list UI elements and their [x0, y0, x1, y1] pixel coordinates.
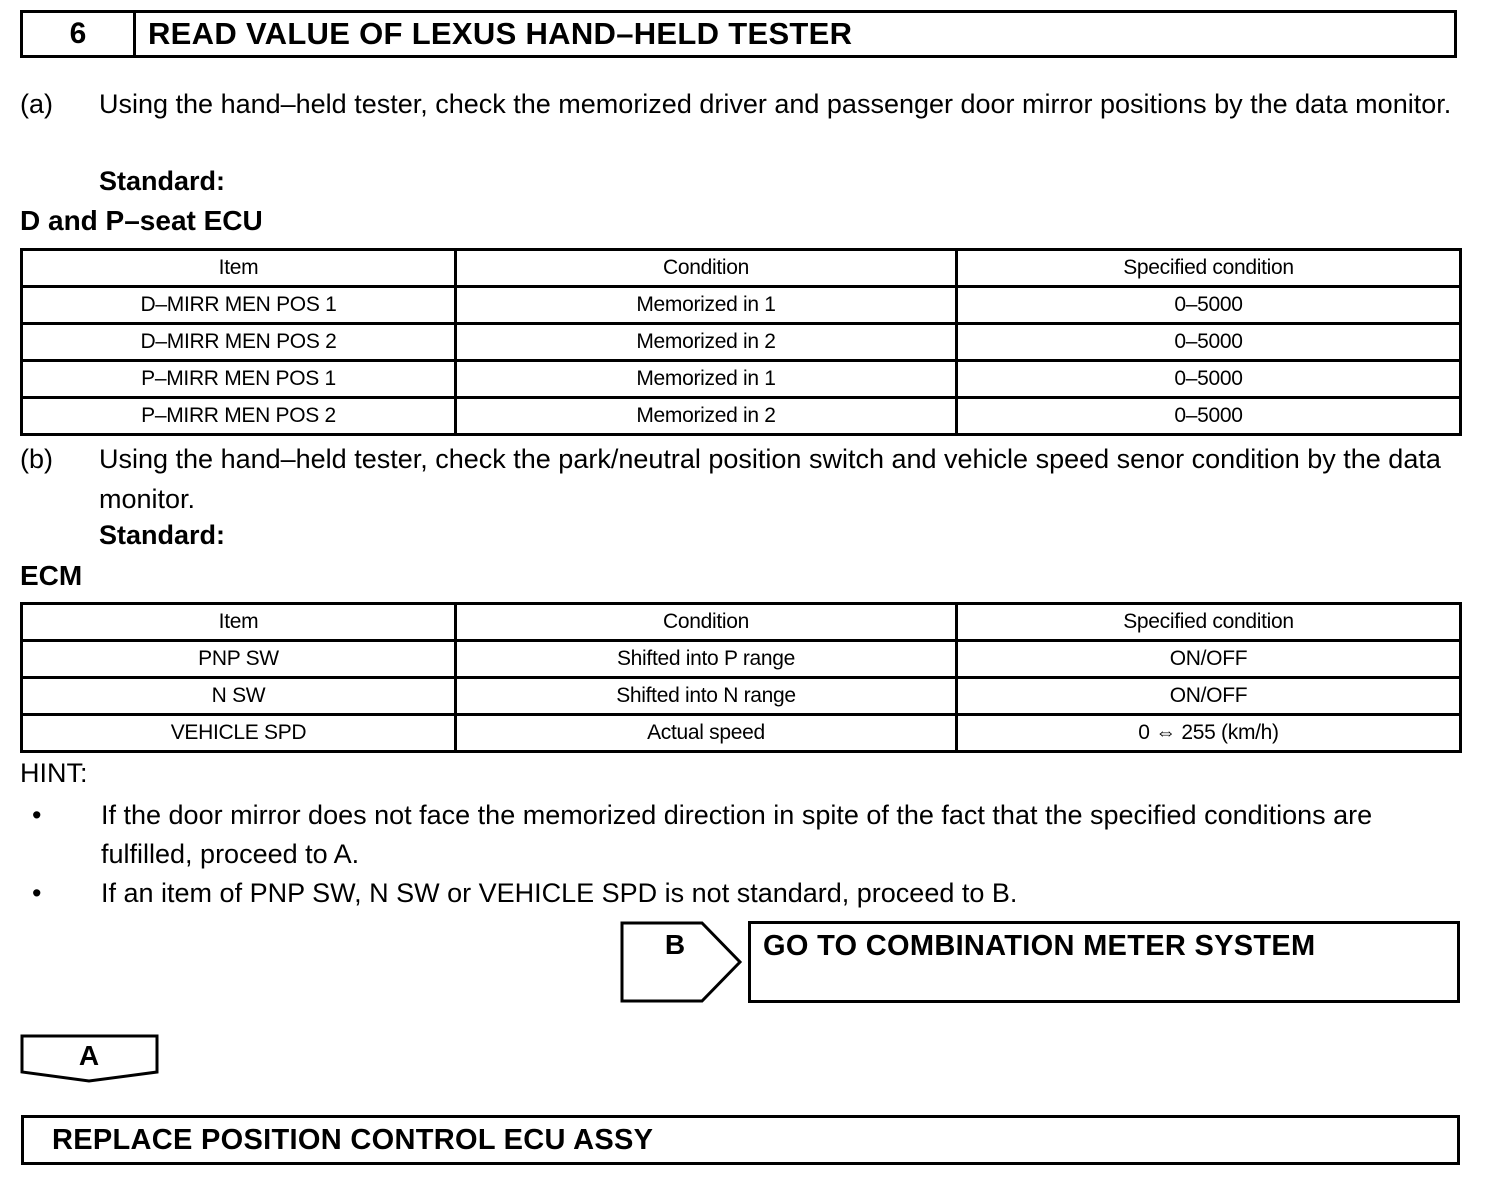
table-cell: P–MIRR MEN POS 2 — [22, 398, 456, 435]
table-row — [22, 678, 1461, 715]
table-cell: P–MIRR MEN POS 1 — [22, 361, 456, 398]
table-cell: N SW — [22, 678, 456, 715]
step-header — [20, 10, 1457, 58]
table-header-specified: Specified condition — [957, 604, 1461, 641]
table-cell: D–MIRR MEN POS 1 — [22, 287, 456, 324]
bullet-icon: • — [32, 800, 42, 830]
paragraph-a-text: Using the hand–held tester, check the memorized driver and passenger door mirror positions by the data monitor. — [99, 89, 1452, 119]
table-cell: Memorized in 1 — [456, 361, 957, 398]
table-cell: 0–5000 — [957, 287, 1461, 324]
table-cell: 0–5000 — [957, 361, 1461, 398]
table-row — [22, 287, 1461, 324]
step-number: 6 — [23, 13, 136, 55]
table-cell: Actual speed — [456, 715, 957, 752]
table-cell: Shifted into P range — [456, 641, 957, 678]
step-title: READ VALUE OF LEXUS HAND–HELD TESTER — [148, 16, 853, 51]
bullet-icon: • — [32, 878, 42, 908]
hint-item-text: If the door mirror does not face the memorized direction in spite of the fact that the specified conditions are fulfilled, proceed to A. — [101, 800, 1373, 869]
goto-action-box: GO TO COMBINATION METER SYSTEM — [748, 921, 1460, 1003]
result-b-badge — [620, 921, 744, 1003]
hint-label: HINT: — [20, 758, 88, 788]
result-a-badge — [20, 1034, 160, 1084]
table-cell: VEHICLE SPD — [22, 715, 456, 752]
hint-item — [20, 796, 1465, 874]
table-header-item: Item — [22, 604, 456, 641]
table1-title: D and P–seat ECU — [20, 205, 263, 236]
table-row — [22, 361, 1461, 398]
hint-item-text: If an item of PNP SW, N SW or VEHICLE SPD is not standard, proceed to B. — [101, 878, 1018, 908]
table-cell: Memorized in 2 — [456, 398, 957, 435]
table-header-row — [22, 250, 1461, 287]
paragraph-a — [20, 84, 1465, 124]
table-cell: 0–5000 — [957, 398, 1461, 435]
hint-item — [20, 874, 1465, 913]
standard-label-b: Standard: — [99, 520, 226, 550]
paragraph-a-label: (a) — [20, 89, 53, 119]
table-cell: Memorized in 2 — [456, 324, 957, 361]
spec-table-ecm — [20, 602, 1462, 753]
table-row — [22, 324, 1461, 361]
table-cell: Shifted into N range — [456, 678, 957, 715]
table2-title: ECM — [20, 560, 83, 591]
table-row — [22, 398, 1461, 435]
paragraph-b-label: (b) — [20, 444, 53, 474]
table-header-row — [22, 604, 1461, 641]
table-cell: Memorized in 1 — [456, 287, 957, 324]
table-header-condition: Condition — [456, 250, 957, 287]
standard-label-a: Standard: — [99, 166, 226, 196]
table-cell: ON/OFF — [957, 641, 1461, 678]
result-b-letter: B — [664, 929, 686, 960]
table-header-condition: Condition — [456, 604, 957, 641]
table-cell: 0–5000 — [957, 324, 1461, 361]
table-cell: ON/OFF — [957, 678, 1461, 715]
result-a-letter: A — [78, 1040, 100, 1071]
table-cell: D–MIRR MEN POS 2 — [22, 324, 456, 361]
table-header-item: Item — [22, 250, 456, 287]
paragraph-b — [20, 439, 1465, 519]
table-row — [22, 715, 1461, 752]
table-cell: PNP SW — [22, 641, 456, 678]
paragraph-b-text: Using the hand–held tester, check the park/neutral position switch and vehicle speed senor condition by the data monitor. — [99, 444, 1441, 514]
table-cell: 0 ⇔ 255 (km/h) — [957, 715, 1461, 752]
table-row — [22, 641, 1461, 678]
table-header-specified: Specified condition — [957, 250, 1461, 287]
spec-table-ecu-seat — [20, 248, 1462, 436]
replace-action-box: REPLACE POSITION CONTROL ECU ASSY — [21, 1115, 1460, 1165]
